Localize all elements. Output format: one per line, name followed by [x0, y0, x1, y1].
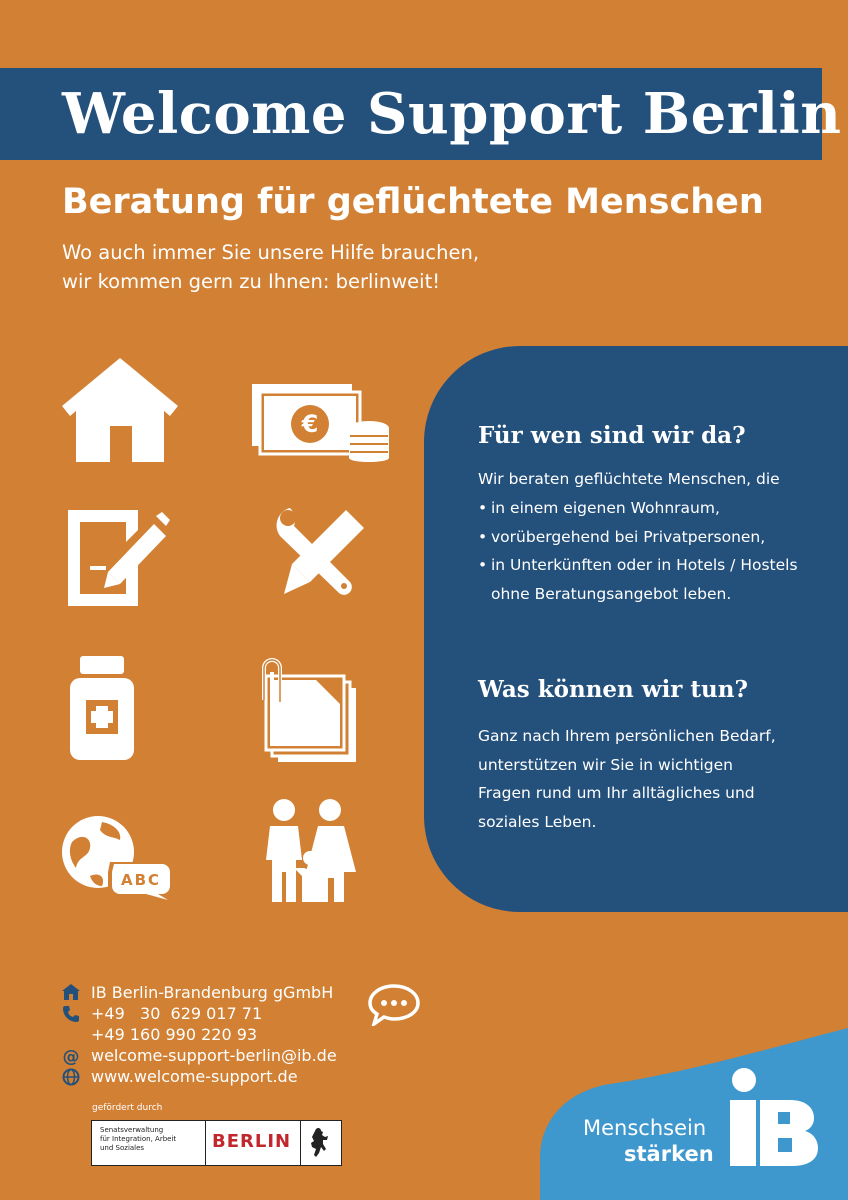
svg-text:ABC: ABC [120, 871, 162, 889]
list-item-continuation: ohne Beratungsangebot leben. [491, 584, 732, 603]
family-icon [264, 798, 358, 902]
svg-text:@: @ [62, 1047, 80, 1065]
home-icon [62, 984, 82, 1002]
house-icon [62, 358, 178, 464]
berlin-wordmark: BERLIN [212, 1131, 292, 1152]
panel-intro: Wir beraten geflüchtete Menschen, die [478, 470, 780, 488]
brand-tagline-1: Menschsein [583, 1116, 707, 1140]
heading-what: Was können wir tun? [478, 676, 748, 703]
panel-body-line: unterstützen wir Sie in wichtigen [478, 755, 733, 774]
medicine-icon [68, 656, 136, 760]
sponsor-department: Senatsverwaltung für Integration, Arbeit und Soziales [100, 1126, 177, 1152]
panel-body-line: Ganz nach Ihrem persönlichen Bedarf, [478, 727, 776, 745]
svg-text:€: € [301, 410, 319, 438]
heading-who: Für wen sind wir da? [478, 422, 746, 449]
at-icon [62, 1047, 82, 1065]
intro-text [62, 238, 479, 296]
panel-body [478, 722, 838, 836]
sponsor-divider [205, 1121, 206, 1165]
intro-line-2: wir kommen gern zu Ihnen: berlinweit! [62, 270, 441, 293]
list-item: • in einem eigenen Wohnraum, [478, 494, 838, 523]
list-item: • vorübergehend bei Privatpersonen, [478, 523, 838, 552]
language-globe-icon [62, 816, 172, 900]
paperwork-icon [256, 658, 356, 762]
list-item: • in Unterkünften oder in Hotels / Hostels [478, 551, 838, 580]
document-pen-icon [68, 510, 170, 606]
globe-icon [62, 1068, 82, 1086]
target-group-list [478, 494, 838, 608]
sponsor-logo-box [91, 1120, 342, 1166]
brand-tagline-2: stärken [624, 1142, 714, 1166]
ib-logo [726, 1068, 820, 1172]
tools-icon [276, 506, 372, 598]
intro-line-1: Wo auch immer Sie unsere Hilfe brauchen, [62, 241, 480, 264]
chat-bubble-icon [368, 984, 420, 1026]
panel-body-line: Fragen rund um Ihr alltägliches und [478, 784, 755, 802]
sponsor-label: gefördert durch [92, 1103, 163, 1113]
panel-body-line: soziales Leben. [478, 812, 597, 831]
page-subtitle: Beratung für geflüchtete Menschen [62, 182, 764, 222]
berlin-bear-icon [308, 1127, 330, 1163]
phone-icon [62, 1005, 82, 1023]
money-icon [252, 384, 390, 462]
page-title: Welcome Support Berlin [62, 81, 842, 147]
sponsor-divider [300, 1121, 301, 1165]
